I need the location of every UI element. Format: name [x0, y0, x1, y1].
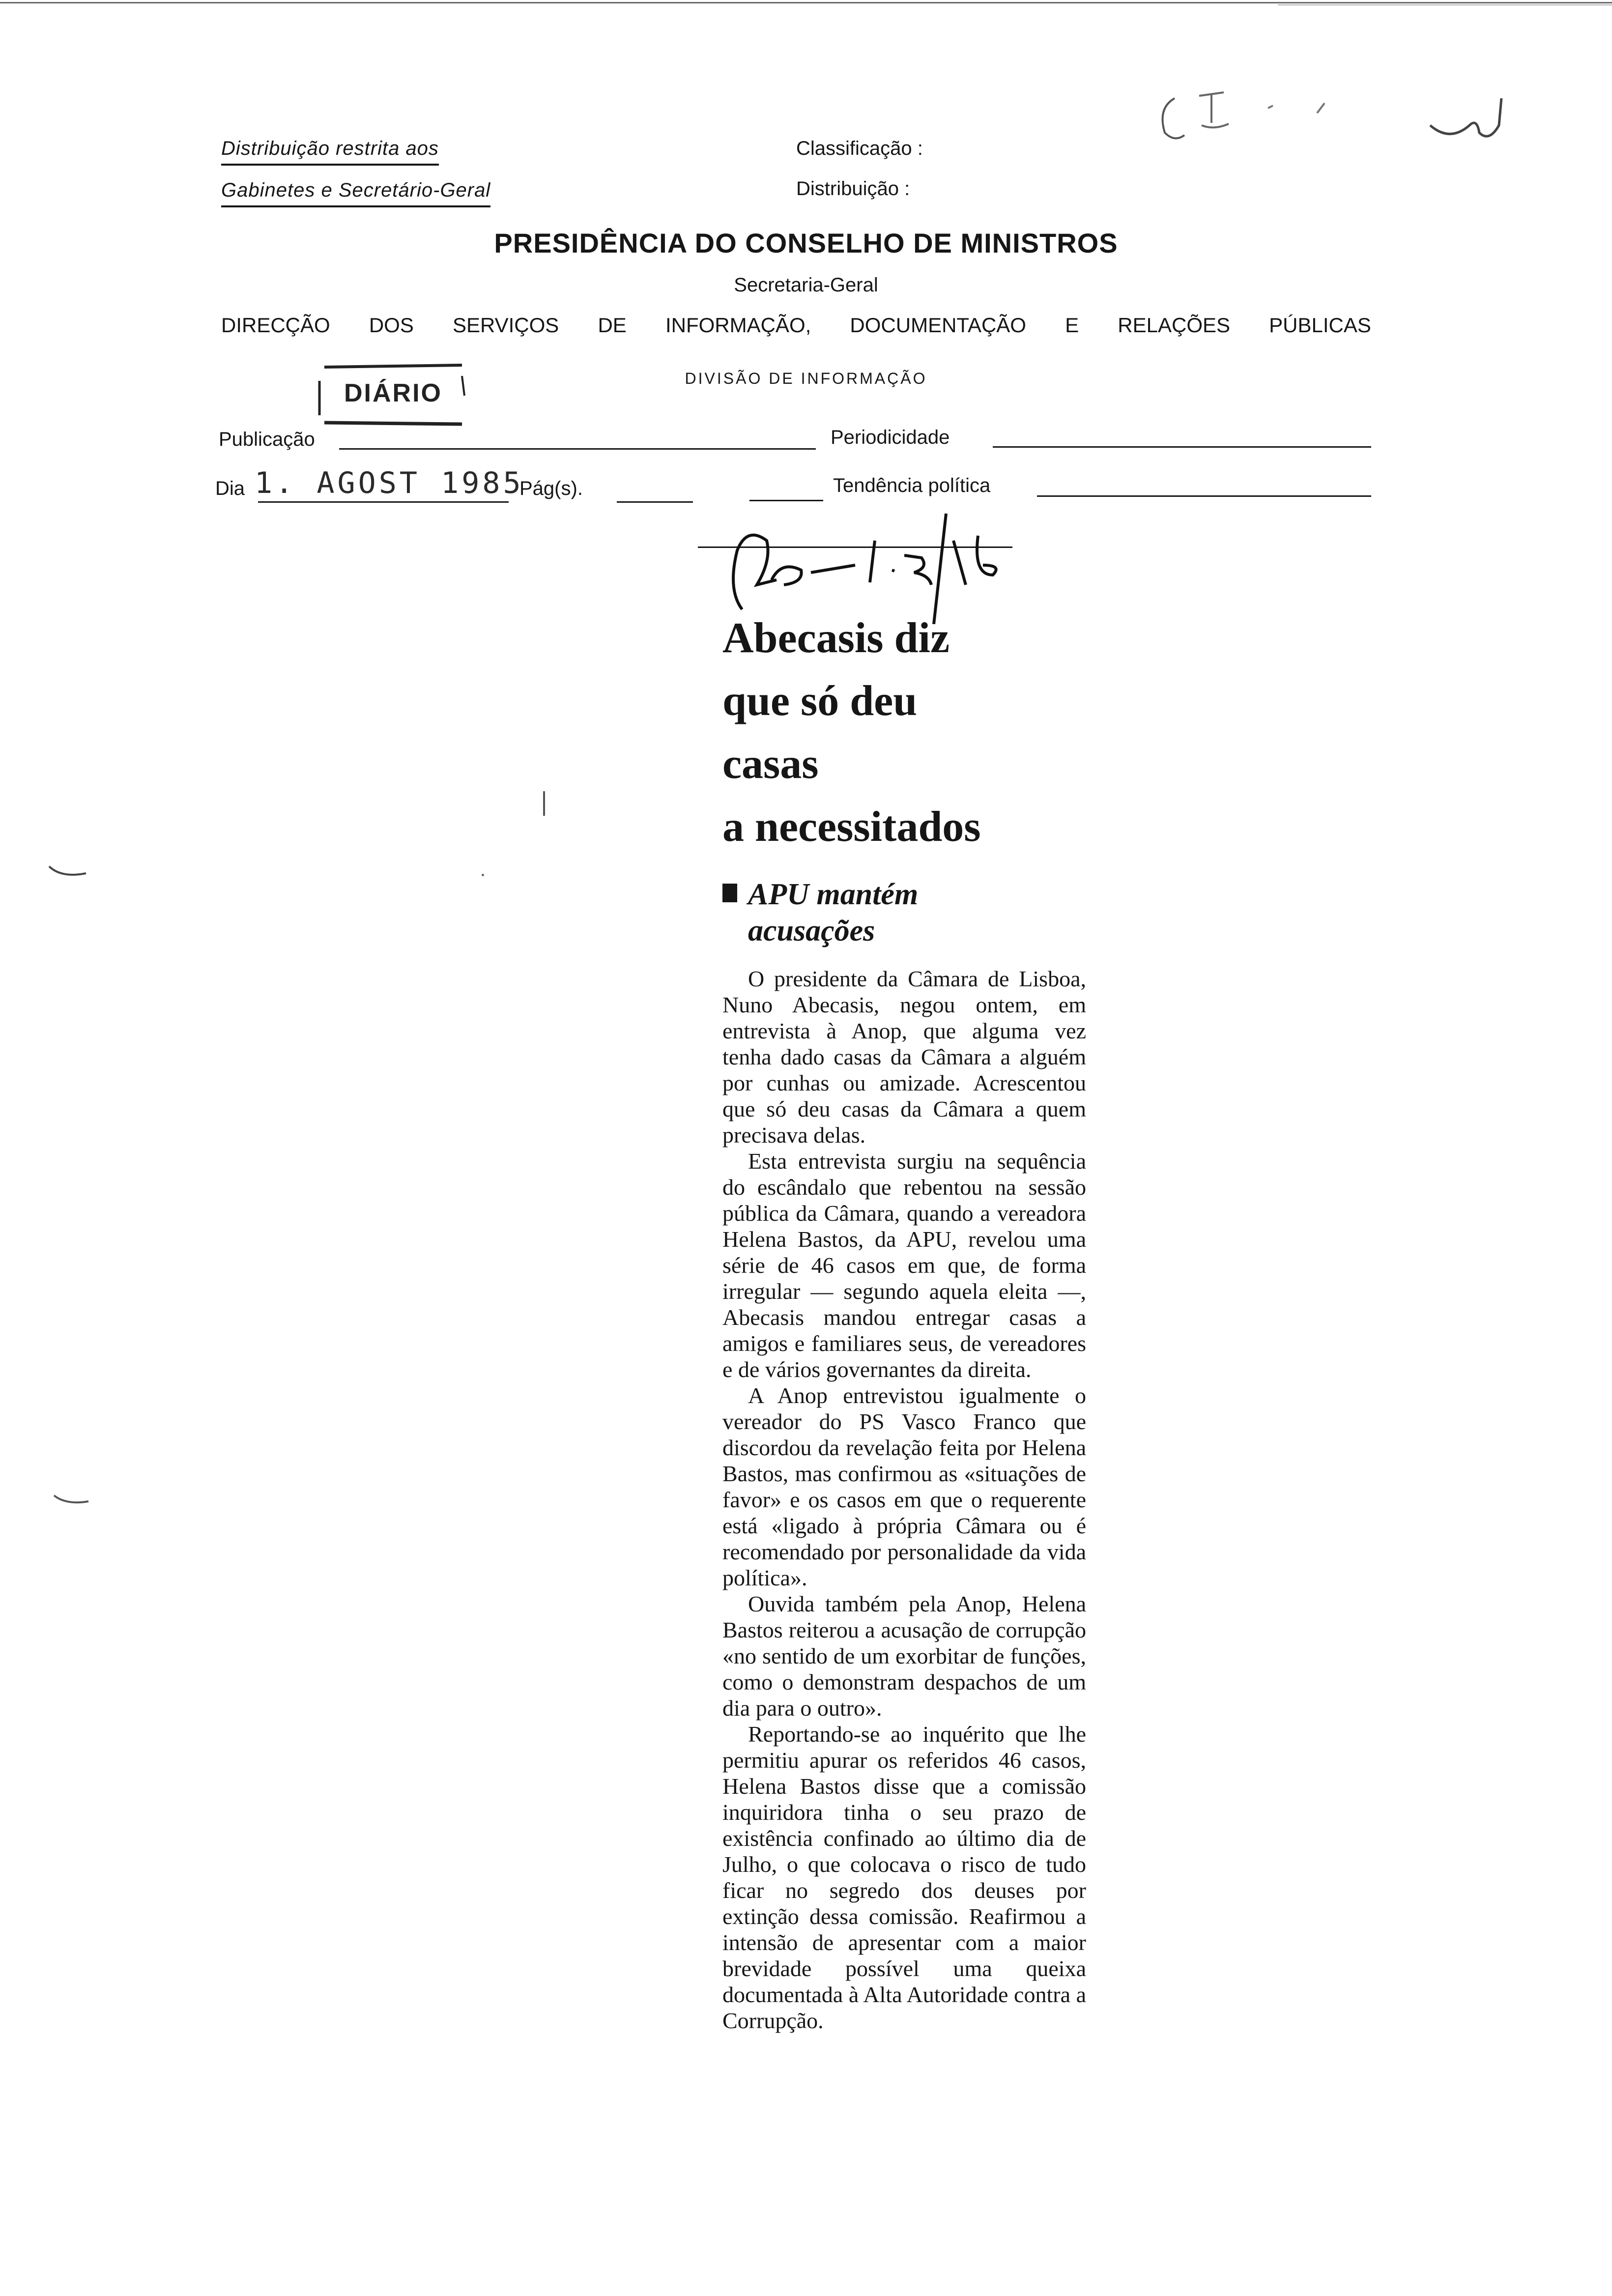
department-word: RELAÇÕES: [1118, 314, 1231, 337]
article-paragraph: Esta entrevista surgiu na sequência do escândalo que rebentou na sessão pública da Câmara, quando a vereadora Helena Bastos, da APU, revelou uma série de 46 casos em que, de forma irregular — segundo aquela eleita —, Abecasis mandou entregar casas a amigos e familiares seus, de vereadores e de vários governantes da direita.: [722, 1148, 1086, 1382]
subhead-line: acusações: [748, 914, 875, 947]
department-word: SERVIÇOS: [453, 314, 559, 337]
restriction-line-2: Gabinetes e Secretário-Geral: [221, 179, 490, 207]
periodicity-field: [993, 446, 1371, 448]
headline-line: Abecasis diz: [722, 614, 950, 662]
pages-field: [617, 501, 693, 503]
scan-speck: [543, 791, 545, 816]
article: [722, 607, 1086, 2034]
headline-line: que só deu: [722, 677, 918, 725]
division-label: DIVISÃO DE INFORMAÇÃO: [685, 370, 927, 387]
article-body: [722, 966, 1086, 2034]
distribution-label: Distribuição :: [796, 178, 910, 200]
publication-field: [339, 448, 816, 450]
square-bullet-icon: [722, 884, 737, 902]
subhead-line: APU mantém: [748, 878, 919, 911]
department-word: E: [1065, 314, 1079, 337]
political-tendency-field: [1037, 495, 1371, 497]
article-paragraph: Ouvida também pela Anop, Helena Bastos reiterou a acusação de corrupção «no sentido de um exorbitar de funções, como o demonstram despachos de um dia para o outro».: [722, 1591, 1086, 1721]
institution-title: PRESIDÊNCIA DO CONSELHO DE MINISTROS: [494, 228, 1118, 258]
day-label: Dia: [215, 478, 245, 499]
headline-line: a necessitados: [722, 803, 981, 851]
department-word: DOS: [369, 314, 414, 337]
department-word: DOCUMENTAÇÃO: [850, 314, 1026, 337]
pages-label: Pág(s).: [519, 478, 583, 499]
scan-margin-mark: [52, 1492, 96, 1511]
department-word: DE: [598, 314, 627, 337]
department-word: INFORMAÇÃO,: [665, 314, 811, 337]
article-headline: [722, 607, 1086, 859]
article-paragraph: O presidente da Câmara de Lisboa, Nuno Abecasis, negou ontem, em entrevista à Anop, que alguma vez tenha dado casas da Câmara a alguém por cunhas ou amizade. Acrescentou que só deu casas da Câmara a quem precisava delas.: [722, 966, 1086, 1148]
publication-label: Publicação: [219, 429, 315, 450]
classification-label: Classificação :: [796, 138, 923, 159]
handwritten-reference-text: Ae 1.8 / 16: [703, 517, 727, 522]
secretariat-title: Secretaria-Geral: [734, 274, 878, 296]
article-subheadline: [722, 876, 1086, 949]
pages-field-2: [749, 500, 823, 501]
restriction-line-1: Distribuição restrita aos: [221, 138, 439, 166]
department-word: PÚBLICAS: [1269, 314, 1371, 337]
scan-speck: [482, 874, 484, 876]
periodicity-label: Periodicidade: [831, 427, 950, 448]
department-word: DIRECÇÃO: [221, 314, 330, 337]
department-line: [221, 314, 1371, 337]
scan-edge-line: [1278, 4, 1612, 5]
political-tendency-label: Tendência política: [833, 475, 991, 496]
article-paragraph: Reportando-se ao inquérito que lhe permitiu apurar os referidos 46 casos, Helena Bastos disse que a comissão inquiridora tinha o seu prazo de existência confinado ao último dia de Julho, o que colocava o risco de tudo ficar no segredo dos deuses por extinção dessa comissão. Reafirmou a intensão de apresentar com a maior brevidade possível uma queixa documentada à Alta Autoridade contra a Corrupção.: [722, 1722, 1086, 2033]
article-paragraph: A Anop entrevistou igualmente o vereador do PS Vasco Franco que discordou da revelação feita por Helena Bastos, mas confirmou as «situações de favor» e os casos em que o requerente está «ligado à própria Câmara ou é recomendado por personalidade da vida política».: [722, 1383, 1086, 1590]
headline-line: casas: [722, 740, 819, 788]
scan-edge-line: [0, 2, 1612, 3]
corner-note-text: C. C. 2u: [1450, 89, 1468, 95]
handwritten-corner-note: [1155, 79, 1519, 152]
publication-stamp-name: DIÁRIO: [344, 379, 442, 407]
date-stamp: 1. AGOST 1985: [255, 466, 524, 500]
day-field: [258, 501, 509, 503]
scan-margin-mark: [47, 862, 91, 882]
